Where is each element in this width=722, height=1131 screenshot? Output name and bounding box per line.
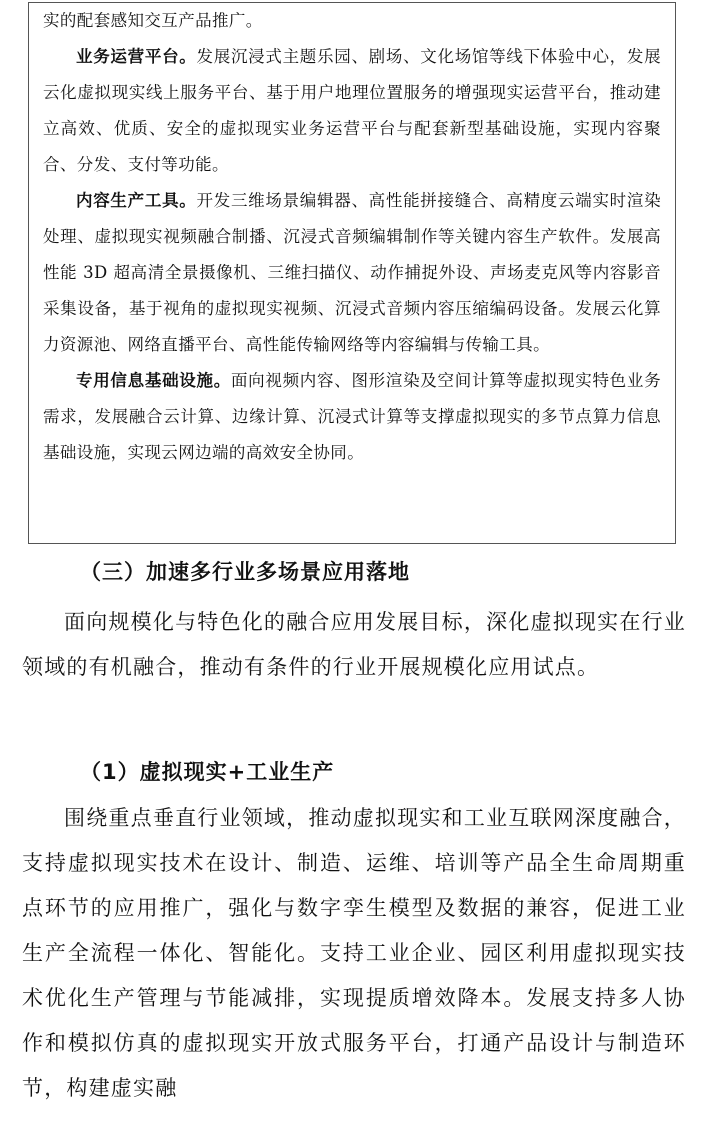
section-heading: （三）加速多行业多场景应用落地	[80, 560, 410, 584]
box-paragraph-text: 面向视频内容、图形渲染及空间计算等虚拟现实特色业务需求，发展融合云计算、边缘计算、沉浸式计算等支撑虚拟现实的多节点算力信息基础设施，实现云网边端的高效安全协同。	[43, 371, 661, 462]
box-paragraph-text: 开发三维场景编辑器、高性能拼接缝合、高精度云端实时渲染处理、虚拟现实视频融合制播、沉浸式音频编辑制作等关键内容生产软件。发展高性能 3D 超高清全景摄像机、三维扫描仪、动作捕捉外设、声场麦克风等内容影音采集设备，基于视角的虚拟现实视频、沉浸式音频内容压缩编码设备。发展云化算力资源池、网络直播平台、高性能传输网络等内容编辑与传输工具。	[43, 191, 661, 354]
subsection-heading: （1）虚拟现实+工业生产	[80, 760, 335, 784]
section-paragraph: 面向规模化与特色化的融合应用发展目标，深化虚拟现实在行业领域的有机融合，推动有条件的行业开展规模化应用试点。	[22, 610, 686, 679]
box-paragraph-title: 业务运营平台。	[76, 47, 197, 66]
box-paragraph-content-tools	[43, 183, 661, 363]
box-paragraph-operations	[43, 39, 661, 183]
boxed-text-panel	[28, 2, 676, 544]
box-continuation-line: 实的配套感知交互产品推广。	[43, 11, 263, 30]
subsection-paragraph: 围绕重点垂直行业领域，推动虚拟现实和工业互联网深度融合，支持虚拟现实技术在设计、制造、运维、培训等产品全生命周期重点环节的应用推广，强化与数字孪生模型及数据的兼容，促进工业生产全流程一体化、智能化。支持工业企业、园区利用虚拟现实技术优化生产管理与节能减排，实现提质增效降本。发展支持多人协作和模拟仿真的虚拟现实开放式服务平台，打通产品设计与制造环节，构建虚实融	[22, 806, 686, 1100]
box-paragraph-title: 内容生产工具。	[76, 191, 197, 210]
box-paragraph-title: 专用信息基础设施。	[76, 371, 231, 390]
box-paragraph-infrastructure	[43, 363, 661, 471]
box-paragraph-text: 发展沉浸式主题乐园、剧场、文化场馆等线下体验中心，发展云化虚拟现实线上服务平台、基于用户地理位置服务的增强现实运营平台，推动建立高效、优质、安全的虚拟现实业务运营平台与配套新型基础设施，实现内容聚合、分发、支付等功能。	[43, 47, 661, 174]
